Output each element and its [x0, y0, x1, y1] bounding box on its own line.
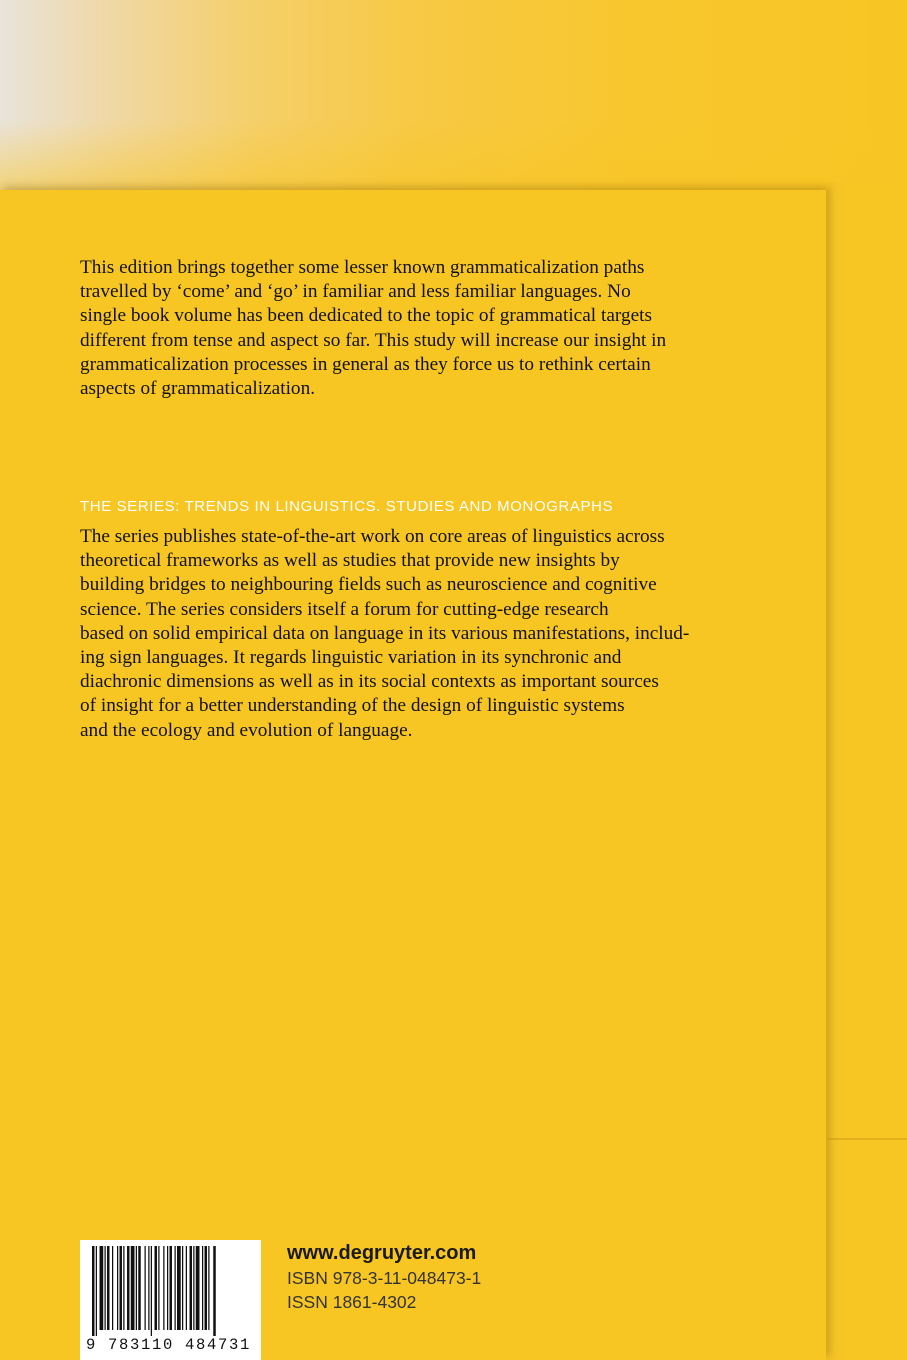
- blurb-line: grammaticalization processes in general as they force us to rethink certain: [80, 353, 651, 375]
- blurb-line: aspects of grammaticalization.: [80, 378, 316, 400]
- series-line: building bridges to neighbouring fields such as neuroscience and cognitive: [80, 574, 657, 596]
- series-line: and the ecology and evolution of language.: [80, 719, 413, 741]
- series-line: The series publishes state-of-the-art work on core areas of linguistics across: [80, 526, 665, 547]
- cover-top-fade: [0, 120, 907, 200]
- series-line: of insight for a better understanding of the design of linguistic systems: [80, 695, 625, 717]
- publisher-info: [287, 1240, 687, 1314]
- series-line: diachronic dimensions as well as in its social contexts as important sources: [80, 671, 659, 693]
- cover-right-strip: [828, 182, 907, 1360]
- series-line: based on solid empirical data on language in its various manifestations, includ-: [80, 622, 690, 644]
- series-line: theoretical frameworks as well as studies that provide new insights by: [80, 550, 620, 572]
- issn-number: ISSN 1861-4302: [287, 1292, 417, 1312]
- series-line: ing sign languages. It regards linguistic variation in its synchronic and: [80, 647, 622, 669]
- isbn-number: ISBN 978-3-11-048473-1: [287, 1268, 482, 1288]
- blurb-line: This edition brings together some lesser known grammaticalization paths: [80, 257, 645, 278]
- series-heading: THE SERIES: TRENDS IN LINGUISTICS. STUDIES AND MONOGRAPHS: [80, 498, 614, 515]
- publisher-url[interactable]: www.degruyter.com: [287, 1242, 477, 1264]
- series-line: science. The series considers itself a forum for cutting-edge research: [80, 598, 609, 620]
- blurb-line: single book volume has been dedicated to the topic of grammatical targets: [80, 305, 653, 327]
- barcode-digits: 9 783110 484731: [86, 1336, 252, 1354]
- cover-strip-divider: [828, 1138, 907, 1140]
- blurb-line: different from tense and aspect so far. This study will increase our insight in: [80, 329, 667, 351]
- barcode-bars-icon: [80, 1240, 261, 1336]
- series-description: [80, 525, 760, 743]
- blurb-line: travelled by ‘come’ and ‘go’ in familiar and less familiar languages. No: [80, 281, 631, 303]
- isbn-barcode: [80, 1240, 261, 1360]
- book-blurb: [80, 256, 780, 401]
